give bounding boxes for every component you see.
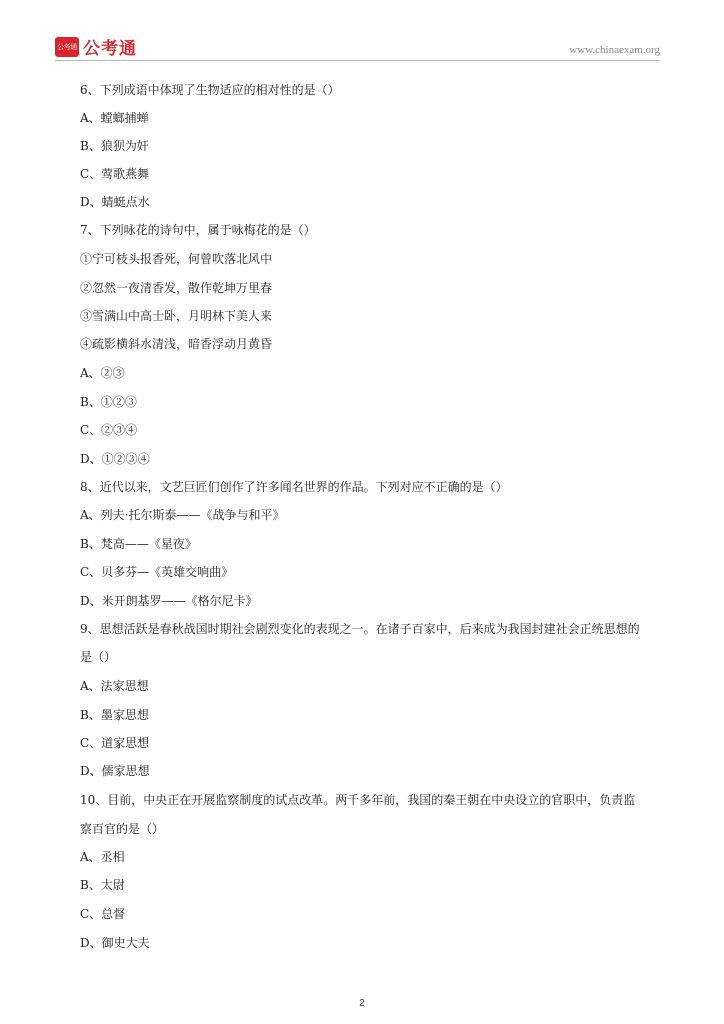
option-9a: A、法家思想	[80, 679, 149, 693]
option-7b: B、①②③	[80, 395, 137, 409]
header-divider	[55, 60, 660, 61]
question-8: 8、近代以来，文艺巨匠们创作了许多闻名世界的作品。下列对应不正确的是（）	[80, 480, 508, 494]
question-9-cont: 是（）	[80, 650, 117, 664]
option-8d: D、米开朗基罗——《格尔尼卡》	[80, 594, 258, 608]
question-9: 9、思想活跃是春秋战国时期社会剧烈变化的表现之一。在诸子百家中，后来成为我国封建社会正统思想的	[80, 622, 640, 636]
option-7d: D、①②③④	[80, 452, 150, 466]
option-8c: C、贝多芬—《英雄交响曲》	[80, 565, 234, 579]
option-10d: D、御史大夫	[80, 936, 150, 950]
question-6: 6、下列成语中体现了生物适应的相对性的是（）	[80, 83, 340, 97]
poem-line-1: ①宁可枝头报香死，何曾吹落北风中	[80, 252, 273, 266]
logo-text: 公考通	[83, 39, 137, 59]
option-7c: C、②③④	[80, 423, 138, 437]
logo	[55, 34, 137, 59]
question-10: 10、目前，中央正在开展监察制度的试点改革。两千多年前，我国的秦王朝在中央设立的官职中，负责监	[80, 793, 636, 807]
option-7a: A、②③	[80, 366, 125, 380]
page-header	[55, 34, 660, 60]
option-6c: C、莺歌燕舞	[80, 167, 150, 181]
option-10b: B、太尉	[80, 878, 125, 892]
option-10a: A、丞相	[80, 850, 125, 864]
site-url: www.chinaexam.org	[569, 44, 660, 56]
option-9c: C、道家思想	[80, 736, 150, 750]
option-6d: D、蜻蜓点水	[80, 195, 150, 209]
option-10c: C、总督	[80, 907, 126, 921]
page-number: 2	[359, 998, 365, 1009]
question-10-cont: 察百官的是（）	[80, 822, 165, 836]
poem-line-2: ②忽然一夜清香发，散作乾坤万里春	[80, 281, 273, 295]
poem-line-4: ④疏影横斜水清浅，暗香浮动月黄昏	[80, 337, 273, 351]
option-9b: B、墨家思想	[80, 708, 149, 722]
option-6a: A、螳螂捕蝉	[80, 111, 149, 125]
logo-badge: 公考通	[55, 37, 79, 57]
option-8b: B、梵高——《星夜》	[80, 537, 197, 551]
question-7: 7、下列咏花的诗句中，属于咏梅花的是（）	[80, 223, 316, 237]
option-8a: A、列夫·托尔斯泰——《战争与和平》	[80, 508, 285, 522]
option-6b: B、狼狈为奸	[80, 139, 149, 153]
poem-line-3: ③雪满山中高士卧，月明林下美人来	[80, 309, 273, 323]
option-9d: D、儒家思想	[80, 764, 150, 778]
